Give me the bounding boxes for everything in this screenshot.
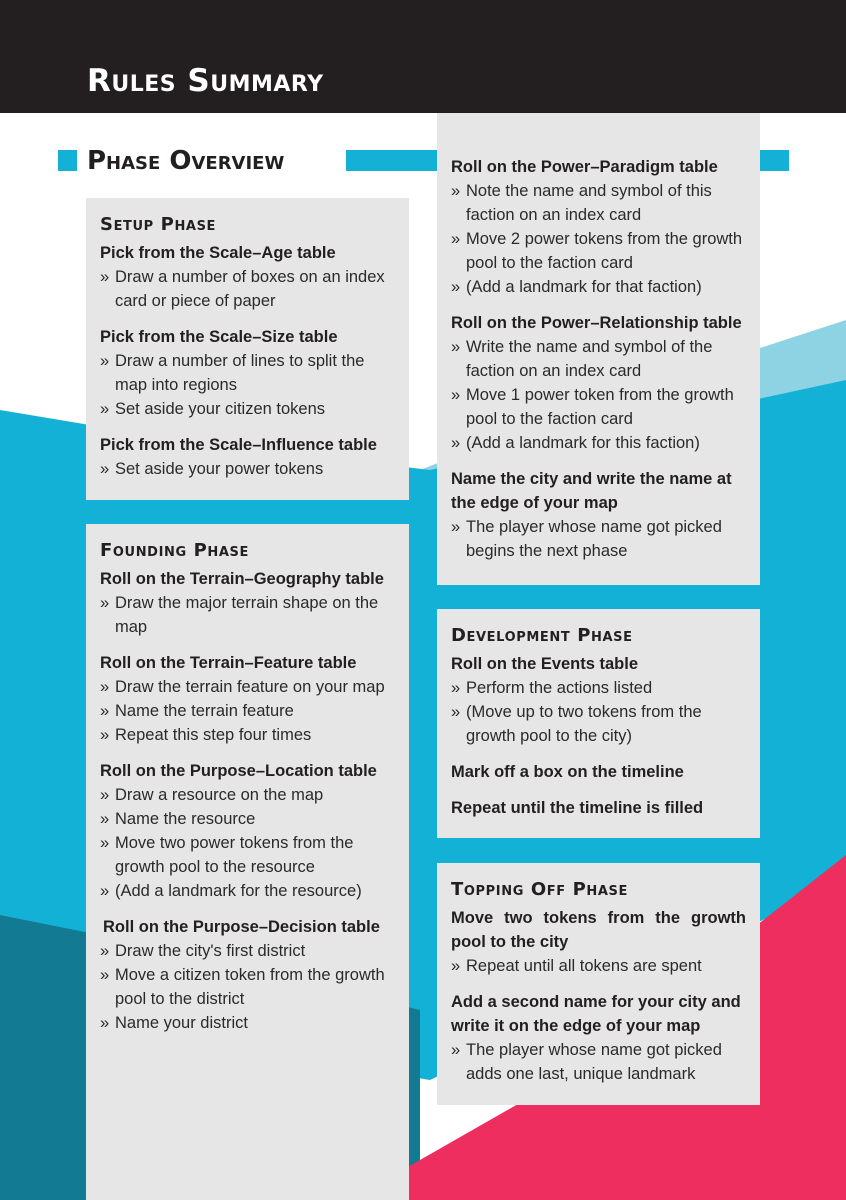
bullet-item: » Draw the terrain feature on your map [100,675,395,699]
step-title: Roll on the Purpose–Location table [100,762,377,780]
step-title: Name the city and write the name at the edge of your map [451,470,732,512]
setup-step [100,433,395,481]
founding-step [451,467,746,563]
page-title: Rules Summary [87,63,324,99]
step-title: Roll on the Power–Relationship table [451,314,742,332]
topping-off-phase-title: Topping Off Phase [451,879,628,900]
founding-step [100,651,395,747]
accent-square-left [58,150,77,171]
bullet-item: » Repeat until all tokens are spent [451,954,746,978]
bullet-item: » Move 2 power tokens from the growth pool to the faction card [451,227,746,275]
bullet-item: » Name your district [100,1011,395,1035]
development-step [451,652,746,748]
founding-step [100,567,395,639]
section-title: Phase Overview [87,146,285,176]
bullet-item: » Name the resource [100,807,395,831]
bullet-item: » Perform the actions listed [451,676,746,700]
bullet-item: » Set aside your power tokens [100,457,395,481]
development-phase-title: Development Phase [451,625,633,646]
step-title: Pick from the Scale–Influence table [100,436,377,454]
setup-phase-title: Setup Phase [100,214,217,235]
bullet-item: » Draw a number of boxes on an index card or piece of paper [100,265,395,313]
step-title: Roll on the Power–Paradigm table [451,158,718,176]
step-title: Roll on the Purpose–Decision table [103,918,380,936]
step-title: Roll on the Terrain–Feature table [100,654,357,672]
step-title: Pick from the Scale–Size table [100,328,338,346]
step-title: Repeat until the timeline is filled [451,799,704,817]
topping-step [451,990,746,1086]
bullet-item: » (Add a landmark for this faction) [451,431,746,455]
development-step [451,796,746,820]
founding-step [100,759,395,903]
topping-off-phase-panel [437,863,760,1105]
bullet-item: » Draw a number of lines to split the map into regions [100,349,395,397]
bullet-item: » Move two power tokens from the growth pool to the resource [100,831,395,879]
founding-step [451,311,746,455]
founding-continued-panel [437,113,760,585]
step-title: Roll on the Events table [451,655,639,673]
step-title: Pick from the Scale–Age table [100,244,336,262]
bullet-item: » Move 1 power token from the growth pool to the faction card [451,383,746,431]
setup-step [100,241,395,313]
founding-phase-title: Founding Phase [100,540,250,561]
founding-phase-panel [86,524,409,1200]
bullet-item: » Draw the major terrain shape on the map [100,591,395,639]
bullet-item: » The player whose name got picked adds one last, unique landmark [451,1038,746,1086]
header-bar [0,0,846,113]
founding-step [100,915,395,1035]
bullet-item: » Write the name and symbol of the faction on an index card [451,335,746,383]
step-title: Move two tokens from the growth pool to the city [451,909,746,951]
step-title: Mark off a box on the timeline [451,763,684,781]
bullet-item: » Set aside your citizen tokens [100,397,395,421]
bullet-item: » (Add a landmark for that faction) [451,275,746,299]
bullet-item: » Name the terrain feature [100,699,395,723]
step-title: Roll on the Terrain–Geography table [100,570,384,588]
setup-step [100,325,395,421]
bullet-item: » The player whose name got picked begins the next phase [451,515,746,563]
bullet-item: » Move a citizen token from the growth pool to the district [100,963,395,1011]
bullet-item: » Repeat this step four times [100,723,395,747]
bullet-item: » Note the name and symbol of this faction on an index card [451,179,746,227]
bullet-item: » Draw a resource on the map [100,783,395,807]
bullet-item: » (Add a landmark for the resource) [100,879,395,903]
setup-phase-panel [86,198,409,500]
step-title: Add a second name for your city and write it on the edge of your map [451,993,741,1035]
accent-bar-right [760,150,789,171]
development-phase-panel [437,609,760,838]
topping-step [451,906,746,978]
bullet-item: » (Move up to two tokens from the growth pool to the city) [451,700,746,748]
accent-bar-middle [346,150,438,171]
bullet-item: » Draw the city's first district [100,939,395,963]
development-step [451,760,746,784]
founding-step [451,155,746,299]
